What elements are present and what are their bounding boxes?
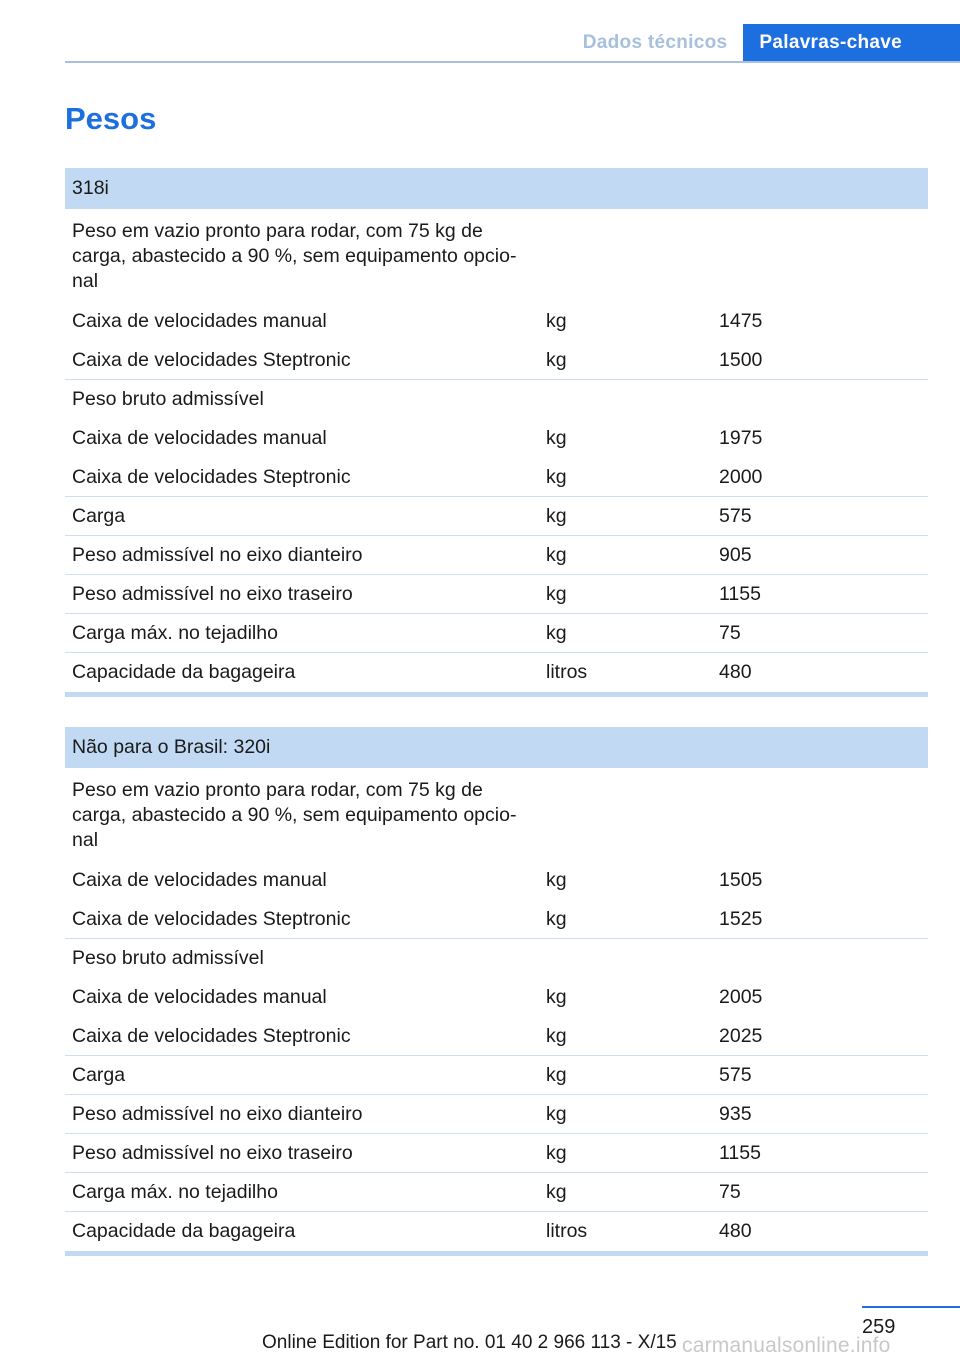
row-value: 75 <box>719 1180 741 1203</box>
row-value: 905 <box>719 543 752 566</box>
row-label: Carga máx. no tejadilho <box>72 621 278 644</box>
row-label: Peso em vazio pronto para rodar, com 75 kg de carga, abastecido a 90 %, sem equipamento opcional <box>72 220 517 292</box>
row-unit: kg <box>546 427 567 449</box>
table-row <box>65 1056 928 1095</box>
row-label: Caixa de velocidades manual <box>72 310 327 332</box>
row-unit: kg <box>546 465 567 488</box>
row-unit: kg <box>546 1141 567 1164</box>
watermark: carmanualsonline.info <box>682 1334 891 1357</box>
table-row <box>65 1134 928 1173</box>
row-unit: kg <box>546 543 567 566</box>
row-value: 575 <box>719 504 752 527</box>
row-value: 2000 <box>719 465 763 488</box>
table-row <box>65 1095 928 1134</box>
weights-table-318i <box>65 168 928 697</box>
row-unit: kg <box>546 1102 567 1125</box>
tab-palavras-chave[interactable]: Palavras-chave <box>743 24 960 62</box>
tab-dados-tecnicos[interactable]: Dados técnicos <box>582 32 728 53</box>
table-bottom-rule <box>65 1251 928 1256</box>
row-value: 75 <box>719 621 741 644</box>
row-label: Peso bruto admissível <box>72 947 264 969</box>
row-unit: kg <box>546 907 567 930</box>
footer-divider <box>862 1306 960 1308</box>
table-row <box>65 653 928 692</box>
table-header: 318i <box>65 168 928 209</box>
row-label: Peso bruto admissível <box>72 388 264 410</box>
row-value: 575 <box>719 1063 752 1086</box>
header-divider <box>65 61 960 63</box>
table-row <box>65 1212 928 1251</box>
row-value: 1525 <box>719 907 763 930</box>
row-label: Carga <box>72 504 126 527</box>
row-label: Caixa de velocidades manual <box>72 427 327 449</box>
row-value: 2025 <box>719 1024 763 1047</box>
row-label: Peso admissível no eixo traseiro <box>72 1141 353 1164</box>
table-row <box>65 861 928 900</box>
row-unit: kg <box>546 582 567 605</box>
row-value: 480 <box>719 1220 752 1242</box>
row-unit: kg <box>546 348 567 371</box>
page-title: Pesos <box>65 101 157 136</box>
row-value: 1500 <box>719 348 763 371</box>
table-row <box>65 614 928 653</box>
row-unit: litros <box>546 1220 588 1242</box>
row-label: Peso admissível no eixo dianteiro <box>72 543 363 566</box>
table-row <box>65 341 928 380</box>
table-row <box>65 768 928 861</box>
row-unit: kg <box>546 1063 567 1086</box>
row-unit: kg <box>546 1180 567 1203</box>
weights-table-320i <box>65 727 928 1256</box>
table-row <box>65 458 928 497</box>
table-row <box>65 302 928 341</box>
row-label: Caixa de velocidades Steptronic <box>72 1024 351 1047</box>
table-bottom-rule <box>65 692 928 697</box>
table-header: Não para o Brasil: 320i <box>65 727 928 768</box>
row-label: Carga <box>72 1063 126 1086</box>
table-row <box>65 1017 928 1056</box>
row-value: 1505 <box>719 869 763 891</box>
row-label: Caixa de velocidades manual <box>72 869 327 891</box>
header-tabs <box>583 24 960 62</box>
row-unit: litros <box>546 661 588 683</box>
row-label: Peso admissível no eixo dianteiro <box>72 1102 363 1125</box>
row-value: 1155 <box>719 582 761 605</box>
table-row <box>65 978 928 1017</box>
row-label: Caixa de velocidades Steptronic <box>72 348 351 371</box>
row-value: 1475 <box>719 310 763 332</box>
row-unit: kg <box>546 504 567 527</box>
row-value: 1975 <box>719 427 763 449</box>
row-unit: kg <box>546 1024 567 1047</box>
table-row <box>65 900 928 939</box>
footer-edition: Online Edition for Part no. 01 40 2 966 113 - X/15 <box>262 1332 677 1353</box>
table-row <box>65 939 928 978</box>
table-row <box>65 497 928 536</box>
row-unit: kg <box>546 310 567 332</box>
row-label: Peso em vazio pronto para rodar, com 75 kg de carga, abastecido a 90 %, sem equipamento opcional <box>72 779 517 851</box>
row-label: Capacidade da bagageira <box>72 1220 296 1242</box>
row-value: 1155 <box>719 1141 761 1164</box>
row-unit: kg <box>546 986 567 1008</box>
row-value: 2005 <box>719 986 763 1008</box>
row-label: Peso admissível no eixo traseiro <box>72 582 353 605</box>
table-row <box>65 1173 928 1212</box>
row-label: Caixa de velocidades manual <box>72 986 327 1008</box>
table-row <box>65 380 928 419</box>
row-unit: kg <box>546 869 567 891</box>
table-row <box>65 419 928 458</box>
row-value: 480 <box>719 661 752 683</box>
row-label: Caixa de velocidades Steptronic <box>72 465 351 488</box>
row-label: Capacidade da bagageira <box>72 661 296 683</box>
row-label: Caixa de velocidades Steptronic <box>72 907 351 930</box>
table-row <box>65 536 928 575</box>
row-value: 935 <box>719 1102 752 1125</box>
table-row <box>65 575 928 614</box>
row-label: Carga máx. no tejadilho <box>72 1180 278 1203</box>
row-unit: kg <box>546 621 567 644</box>
page-number: 259 <box>862 1316 896 1338</box>
table-row <box>65 209 928 302</box>
